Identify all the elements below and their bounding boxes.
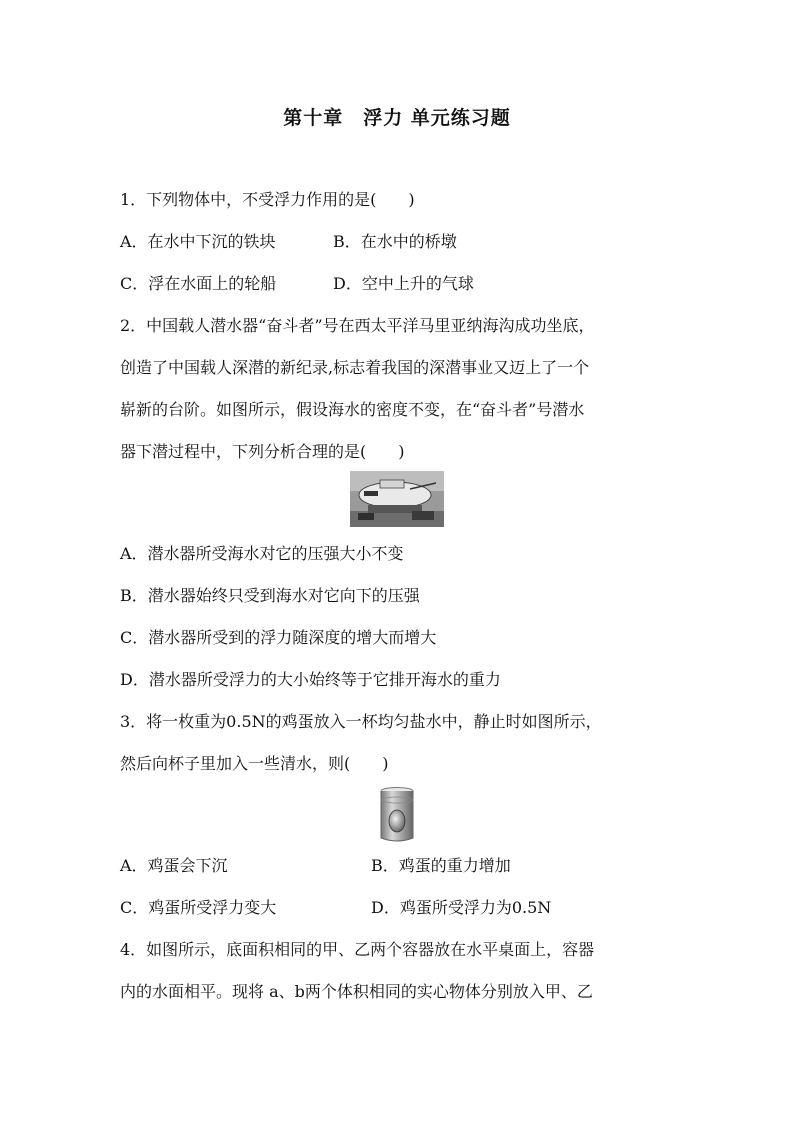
q2-option-a: A．潜水器所受海水对它的压强大小不变 [120, 544, 404, 563]
q2-option-c: C．潜水器所受到的浮力随深度的增大而增大 [120, 628, 437, 647]
q4-stem-line-1: 4．如图所示，底面积相同的甲、乙两个容器放在水平桌面上，容器 [120, 940, 595, 959]
q3-option-c: C．鸡蛋所受浮力变大 [120, 898, 277, 917]
q2-stem-line-1: 2．中国载人潜水器“奋斗者”号在西太平洋马里亚纳海沟成功坐底， [120, 316, 595, 335]
q3-option-b: B．鸡蛋的重力增加 [371, 856, 511, 875]
q1-stem: 1．下列物体中，不受浮力作用的是( ) [120, 190, 415, 209]
q3-option-a: A．鸡蛋会下沉 [120, 856, 228, 875]
q4-stem-line-2: 内的水面相平。现将 a、b两个体积相同的实心物体分别放入甲、乙 [120, 982, 593, 1001]
submersible-figure [350, 471, 444, 527]
page-title: 第十章 浮力 单元练习题 [283, 107, 511, 129]
q1-option-b: B．在水中的桥墩 [333, 232, 457, 251]
q2-option-b: B．潜水器始终只受到海水对它向下的压强 [120, 586, 420, 605]
q3-stem-line-2: 然后向杯子里加入一些清水，则( ) [120, 754, 389, 773]
q3-option-d: D．鸡蛋所受浮力为0.5N [371, 898, 552, 917]
q2-stem-line-2: 创造了中国载人深潜的新纪录,标志着我国的深潜事业又迈上了一个 [120, 358, 590, 377]
q2-stem-line-3: 崭新的台阶。如图所示，假设海水的密度不变，在“奋斗者”号潜水 [120, 400, 585, 419]
q1-option-c: C．浮在水面上的轮船 [120, 274, 277, 293]
q3-stem-line-1: 3．将一枚重为0.5N的鸡蛋放入一杯均匀盐水中，静止时如图所示， [120, 712, 602, 731]
egg-in-cup-figure [378, 786, 416, 844]
q1-option-a: A．在水中下沉的铁块 [120, 232, 276, 251]
q1-option-d: D．空中上升的气球 [333, 274, 474, 293]
q2-option-d: D．潜水器所受浮力的大小始终等于它排开海水的重力 [120, 670, 501, 689]
q2-stem-line-4: 器下潜过程中，下列分析合理的是( ) [120, 442, 405, 461]
